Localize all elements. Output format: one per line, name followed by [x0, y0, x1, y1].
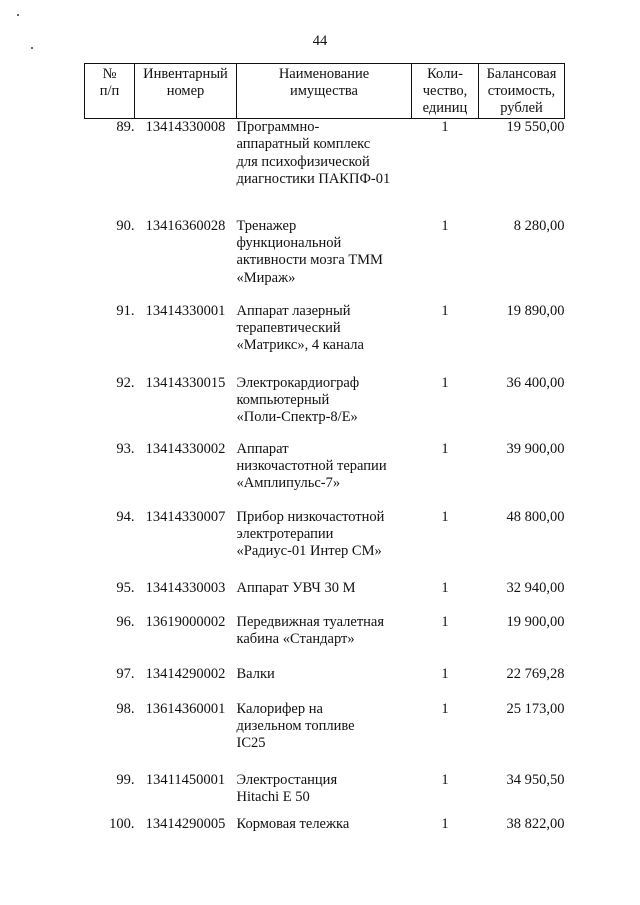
quantity: 1: [441, 119, 449, 135]
balance-cost: 8 280,00: [513, 217, 565, 234]
property-name-line: Калорифер на: [236, 700, 323, 717]
table-row: [85, 764, 565, 816]
inventory-number: 13414290002: [145, 665, 226, 682]
inventory-number: 13414330008: [145, 119, 226, 135]
property-name-line: диагностики ПАКПФ-01: [236, 171, 391, 188]
table-row: [85, 119, 565, 206]
table-row: [85, 608, 565, 659]
property-name-line: аппаратный комплекс: [236, 136, 371, 153]
property-name: [237, 433, 412, 503]
quantity: 1: [441, 771, 449, 788]
balance-cost: 36 400,00: [506, 374, 565, 391]
property-name: [237, 608, 412, 659]
row-number: 99.: [116, 771, 135, 788]
header-property-name: Наименование имущества: [237, 64, 412, 119]
property-name-line: Электростанция: [236, 771, 338, 788]
quantity: 1: [441, 508, 449, 525]
property-name-line: дизельном топливе: [236, 717, 355, 734]
inventory-number: 13414330001: [145, 302, 226, 319]
property-name-line: «Поли-Спектр-8/Е»: [236, 409, 358, 426]
property-name-line: Электрокардиограф: [236, 374, 360, 391]
header-quantity: Коли- чество, единиц: [412, 64, 479, 119]
property-name-line: Hitachi E 50: [236, 788, 310, 805]
balance-cost: 25 173,00: [506, 700, 565, 717]
quantity: 1: [441, 217, 449, 234]
quantity: 1: [441, 665, 449, 682]
quantity: 1: [441, 613, 449, 630]
row-number: 89.: [116, 119, 135, 135]
property-name-line: «Амплипульс-7»: [236, 475, 341, 492]
quantity: 1: [441, 302, 449, 319]
balance-cost: 19 550,00: [506, 119, 565, 135]
property-name-line: Аппарат УВЧ 30 М: [236, 579, 356, 596]
property-name: [237, 363, 412, 433]
row-number: 91.: [116, 302, 135, 319]
row-number: 94.: [116, 508, 135, 525]
inventory-number: 13414330007: [145, 508, 226, 525]
balance-cost: 38 822,00: [506, 815, 565, 832]
balance-cost: 19 900,00: [506, 613, 565, 630]
row-number: 90.: [116, 217, 135, 234]
quantity: 1: [441, 579, 449, 596]
inventory-number: 13414290005: [145, 815, 226, 832]
inventory-number: 13414330002: [145, 440, 226, 457]
property-name: [237, 119, 412, 206]
table-header-row: [85, 64, 565, 119]
inventory-number: 13414330015: [145, 374, 226, 391]
property-name-line: компьютерный: [236, 391, 330, 408]
property-name-line: низкочастотной терапии: [236, 457, 387, 474]
quantity: 1: [441, 815, 449, 832]
property-name-line: Валки: [236, 665, 275, 682]
property-name-line: Передвижная туалетная: [236, 613, 385, 630]
inventory-number: 13416360028: [145, 217, 226, 234]
property-name-line: IC25: [236, 735, 266, 752]
inventory-number: 13619000002: [145, 613, 226, 630]
header-number: № п/п: [85, 64, 135, 119]
property-name: [237, 206, 412, 293]
property-name-line: Программно-: [236, 119, 320, 135]
table-row: [85, 503, 565, 573]
balance-cost: 32 940,00: [506, 579, 565, 596]
property-name-line: Прибор низкочастотной: [236, 508, 385, 525]
row-number: 97.: [116, 665, 135, 682]
property-name-line: электротерапии: [236, 525, 334, 542]
row-number: 100.: [109, 815, 135, 832]
property-name-line: Аппарат лазерный: [236, 302, 351, 319]
inventory-number: 13411450001: [145, 771, 226, 788]
table-row: [85, 659, 565, 694]
quantity: 1: [441, 374, 449, 391]
inventory-table: [84, 63, 565, 851]
property-name-line: терапевтический: [236, 319, 341, 336]
table-row: [85, 694, 565, 764]
property-name: [237, 293, 412, 363]
table-row: [85, 206, 565, 293]
quantity: 1: [441, 440, 449, 457]
inventory-number: 13614360001: [145, 700, 226, 717]
row-number: 93.: [116, 440, 135, 457]
property-name-line: «Матрикс», 4 канала: [236, 337, 364, 354]
quantity: 1: [441, 700, 449, 717]
property-name-line: «Радиус-01 Интер СМ»: [236, 543, 382, 560]
property-name-line: для психофизической: [236, 153, 370, 170]
property-name: [237, 659, 412, 694]
property-name: [237, 573, 412, 608]
table-row: [85, 363, 565, 433]
property-name-line: Тренажер: [236, 217, 297, 234]
table-row: [85, 816, 565, 851]
balance-cost: 22 769,28: [506, 665, 565, 682]
property-name-line: Аппарат: [236, 440, 289, 457]
property-name: [237, 694, 412, 764]
row-number: 95.: [116, 579, 135, 596]
table-row: [85, 293, 565, 363]
inventory-number: 13414330003: [145, 579, 226, 596]
property-name: [237, 816, 412, 851]
table-row: [85, 573, 565, 608]
property-name-line: кабина «Стандарт»: [236, 630, 355, 647]
balance-cost: 39 900,00: [506, 440, 565, 457]
balance-cost: 19 890,00: [506, 302, 565, 319]
table-row: [85, 433, 565, 503]
row-number: 98.: [116, 700, 135, 717]
property-name-line: функциональной: [236, 234, 342, 251]
page-number: 44: [312, 33, 328, 49]
property-name: [237, 503, 412, 573]
scan-speck: [17, 14, 19, 16]
header-balance-cost: Балансовая стоимость, рублей: [479, 64, 565, 119]
property-name-line: «Мираж»: [236, 269, 296, 286]
property-name-line: активности мозга ТММ: [236, 252, 383, 269]
row-number: 92.: [116, 374, 135, 391]
balance-cost: 48 800,00: [506, 508, 565, 525]
property-name: [237, 764, 412, 816]
row-number: 96.: [116, 613, 135, 630]
property-name-line: Кормовая тележка: [236, 815, 350, 832]
balance-cost: 34 950,50: [506, 771, 565, 788]
header-inventory-number: Инвентарный номер: [135, 64, 237, 119]
